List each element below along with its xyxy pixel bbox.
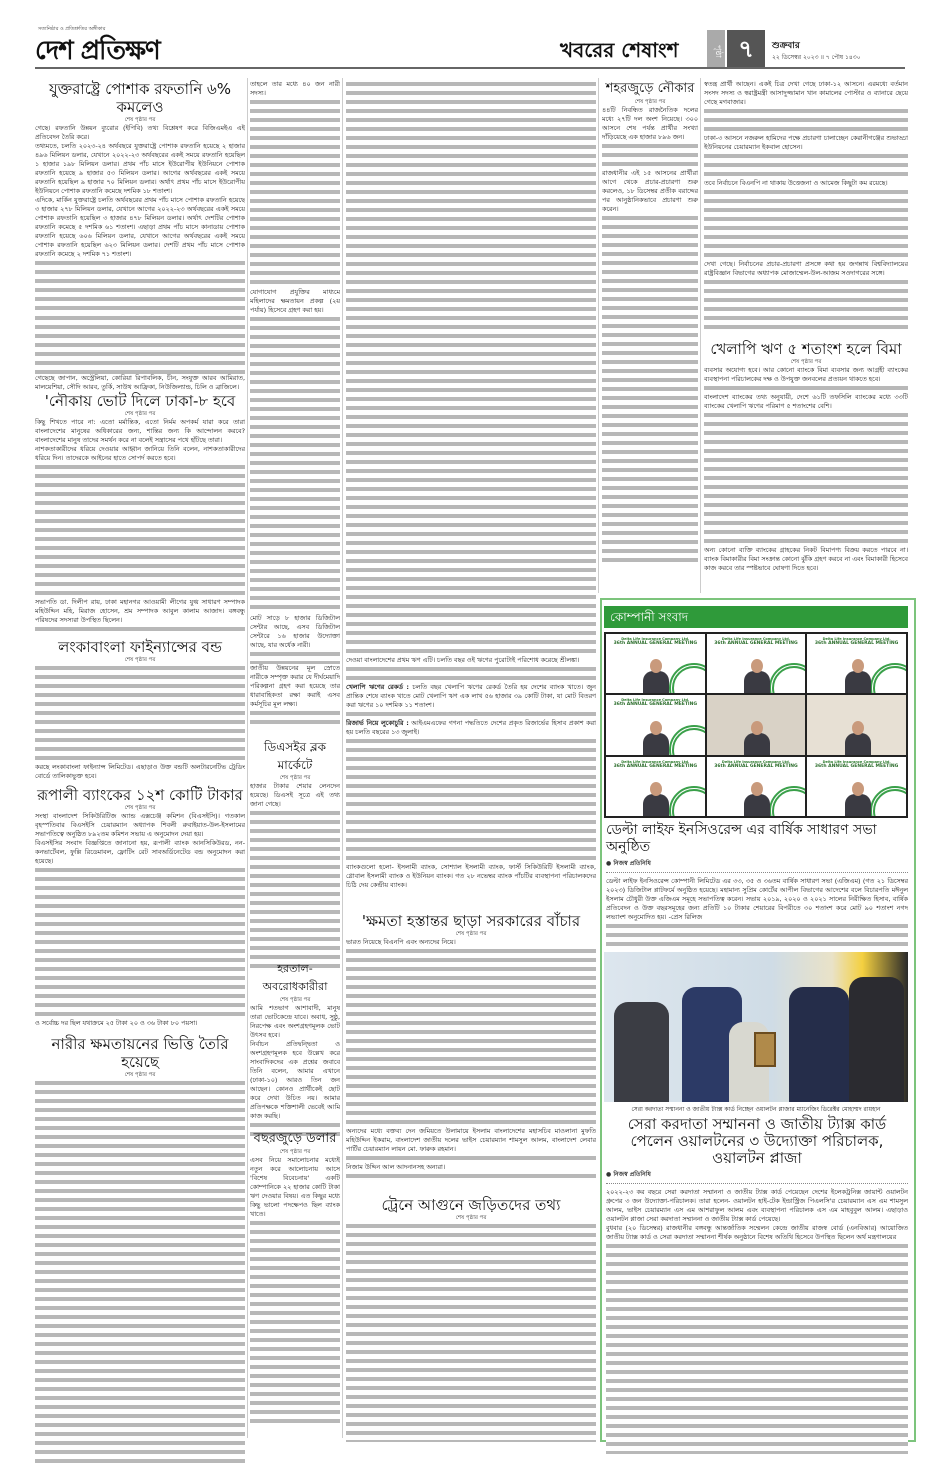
video-tile (807, 757, 906, 816)
subhead: রিজার্ভ নিয়ে লুকোচুরি : (346, 719, 409, 727)
logo-arc (769, 786, 805, 816)
participant (643, 671, 669, 693)
byline: ● নিজস্ব প্রতিনিধি (606, 856, 908, 873)
page-number: ৭ (727, 30, 765, 68)
paragraph: নাশকতাকারীদের ধরিয়ে দেওয়ার আহ্বান জানিয়ে তিনি বলেন, নাশকতাকারীদের ধরিয়ে দিন। তাদেরকে আইনের হাতে সোপর্দ করতে হবে। (35, 445, 245, 462)
participant (845, 794, 871, 816)
participant-head (751, 721, 763, 735)
tile-meeting: 36th ANNUAL GENERAL MEETING (814, 763, 899, 769)
paragraph-text: আইএমএফের গণনা পদ্ধতিতে দেশের প্রকৃত রিজার্ভের হিসাব প্রকাশ করা হয় চলতি বছরের ১৩ জুলাই। (346, 719, 596, 736)
paragraph: ঢাকা-৩ আসনে নজরুল হামিদের পক্ষে প্রচারণা চালাচ্ছেন কেরানীগঞ্জের শুভাড্ডা ইউনিয়নের চেয়ারম্যান ইকবাল হোসেন। (704, 134, 908, 151)
tile-company: Delta Life Insurance Company Ltd. (721, 759, 791, 764)
article-khelapi (704, 340, 908, 573)
article-rupali (35, 786, 245, 1028)
article-dse (250, 738, 340, 971)
article-delta (606, 822, 908, 949)
paragraph: দেওয়া বাংলাদেশের প্রথম ঋণ এটি। চলতি বছর ওই ঋণের পুরোটাই পরিশোধ করেছে শ্রীলঙ্কা। (346, 656, 596, 665)
logo-arc (870, 786, 906, 816)
tile-meeting: 36th ANNUAL GENERAL MEETING (613, 763, 698, 769)
photo-caption: সেরা করদাতা সম্মাননা ও জাতীয় ট্যাক্স কার্ড নিচ্ছেন ওয়ালটন প্লাজার ম্যানেজিং ডিরেক্টর মোহাম্মদ রায়হান (631, 1106, 881, 1113)
continued-label: শেষ পৃষ্ঠার পর (455, 931, 487, 937)
column-divider (598, 78, 599, 593)
paragraph: গেছে। রফতানি উন্নয়ন ব্যুরোর (ইপিবি) তথ্য বিশ্লেষণ করে বিজিএমইএ এই প্রতিবেদন তৈরি করে। (35, 124, 245, 141)
logo-arc (669, 786, 705, 816)
participant-head (852, 782, 864, 796)
participant (643, 733, 669, 755)
paragraph: এসব নিয়ে সমালোচনার মধ্যেই নতুন করে আলোচনায় আসে 'বিশেষ বিবেচনায়' একটি কোম্পানিকে ২২ হাজার কোটি টাকা ঋণ দেওয়ার বিষয়। এত কিছুর মধ্যে কিছু ভালো পদক্ষেপও ছিল ব্যাংক খাতে। (250, 1156, 340, 1218)
continued-label: শেষ পৃষ্ঠার পর (124, 657, 156, 663)
tile-company: Delta Life Insurance Company Ltd. (621, 759, 690, 764)
column-divider (247, 78, 248, 1438)
continued-label: শেষ পৃষ্ঠার পর (455, 1215, 487, 1221)
tile-meeting: 36th ANNUAL GENERAL MEETING (613, 641, 698, 646)
article-nouka (35, 392, 245, 634)
video-tile (707, 634, 806, 693)
headline: রূপালী ব্যাংকের ১২শ কোটি টাকার (37, 786, 243, 804)
paragraph: ডেল্টা লাইফ ইনসিওরেন্স কোম্পানী লিমিটেড এর ৩৩, ৩৫ ও ৩৬তম বার্ষিক সাধারণ সভা (এজিএম) (গত ২১ ডিসেম্বর ২০২৩) ডিজিটাল প্লাটফর্মে অনুষ্ঠিত হয়েছে। মহামান্য সুপ্রিম কোর্টের আপীল বিভাগের আদেশের বলে বিচারপতি মঈনুল ইসলাম চৌধুরী উক্ত এজিএম সমূহে সভাপতিত্ব করেন। সভায় ২০১৯, ২০২০ ও ২০২১ সালের নিরীক্ষিত হিসাব, বার্ষিক প্রতিবেদন ও উক্ত বছরসমূহের জন্য প্রতিটি ১০ টাকার শেয়ারের বিপরীতে ৩০ শতাংশ করে মোট ৯০ শতাংশ নগদ লভ্যাংশ অনুমোদিত হয়। -প্রেস রিলিজ (606, 877, 908, 921)
paragraph: জাতীয় উন্নয়নের মূল স্রোতে নারীকে সম্পৃক্ত করার যে দীর্ঘমেয়াদি পরিকল্পনা গ্রহণ করা হয়েছে তার ধারাবাহিকতা রক্ষা করাই এসব কর্মসূচির মূল লক্ষ্য। (250, 664, 340, 708)
tile-meeting: 36th ANNUAL GENERAL MEETING (613, 702, 698, 708)
participant (744, 671, 770, 693)
paragraph: সংস্থা বাংলাদেশ সিকিউরিটিজ অ্যান্ড এক্সচেঞ্জ কমিশন (বিএসইসি)। গতকাল বৃহস্পতিবার বিএসইসি চেয়ারম্যান অধ্যাপক শিবলী রুবাইয়াত-উল-ইসলামের সভাপতিত্বে অনুষ্ঠিত ৮৯২তম কমিশন সভায় এ অনুমোদন দেয়া হয়। (35, 812, 245, 838)
paragraph: দেখা গেছে। নির্বাচনের প্রচার-প্রচারণা প্রসঙ্গে কথা হয় জগন্নাথ বিশ্ববিদ্যালয়ের রাষ্ট্রবিজ্ঞান বিভাগের অধ্যাপক মোজাম্মেল-উল-আজম সওদাগরের সঙ্গে। (704, 260, 908, 277)
tile-meeting: 36th ANNUAL GENERAL MEETING (814, 641, 899, 646)
article-lankabangla (35, 638, 245, 781)
article-train (346, 1196, 596, 1442)
tile-company: Delta Life Insurance Company Ltd. (822, 759, 891, 764)
paragraph: স্বতন্ত্র প্রার্থী আছেন। একই চিত্র দেখা গেছে ঢাকা-১২ আসনে। এরমধ্যে বর্তমান সংসদ সদস্য ও স্বরাষ্ট্রমন্ত্রী আসাদুজ্জামান খান কামালের পোস্টার ও ব্যানারে ছেয়ে গেছে মগবাজার। (704, 80, 908, 106)
tile-company: Delta Life Insurance Company Ltd. (621, 698, 690, 703)
video-tile (807, 695, 906, 754)
headline: 'নৌকায় ভোট দিলে ঢাকা-৮ হবে (44, 392, 236, 410)
agm-video-grid (604, 632, 908, 818)
column-divider (342, 78, 343, 1438)
paragraph: মোট সাড়ে ৮ হাজার ডিজিটাল সেন্টার আছে, এসব ডিজিটাল সেন্টারে ১৬ হাজার উদ্যোক্তা আছে, যার অর্ধেক নারী। (250, 614, 340, 649)
continued-label: শেষ পৃষ্ঠার পর (279, 1149, 311, 1155)
paragraph: আমি শতভাগ আশাবাদী, মানুষ তারা ভোটকেন্দ্রে যাবে। অবাধ, সুষ্ঠু, নিরপেক্ষ এবং অংশগ্রহণমূলক ভোট উৎসব হবে। (250, 1004, 340, 1039)
logo-arc (870, 663, 906, 693)
headline: ডিএসইর ব্লক মার্কেটে (263, 740, 326, 772)
continued-label: শেষ পৃষ্ঠার পর (124, 805, 156, 811)
article-nari (35, 1035, 245, 1464)
paragraph: অন্য কোনো ব্যক্তি ব্যাংকের গ্রাহকের নিকট বিমাপণ্য বিক্রয় করতে পারবে না। ব্যাংক বিমাকারীর বিমা সংক্রান্ত কোনো ঝুঁকি গ্রহণ করবে না এবং বিমাকারী হিসেবে কাজ করবে তার স্পষ্টভাবে ঘোষণা দিতে হবে। (704, 546, 908, 572)
headline: 'ক্ষমতা হস্তান্তর ছাড়া সরকারের বাঁচার (361, 912, 581, 930)
paragraph: তাহলে তার মধ্যে ৪০ জন নারী সদস্য। (250, 80, 340, 97)
headline: লংকাবাংলা ফাইন্যান্সের বন্ড (58, 638, 222, 656)
paragraph: কিছু শিখতে পারে না: এতো মর্মান্তিক, এতো নির্মম অপকর্ম যারা করে তারা বাংলাদেশের মানুষের অধিকারের জন্য, শান্তির জন্য কি আন্দোলন করবে? বাংলাদেশের মানুষ তাদের সমর্থন করে না বলেই সন্ত্রাসের পথে হাঁটছে তারা। (35, 418, 245, 444)
paragraph: হাজার টাকার শেয়ার লেনদেন হয়েছে। ডিএসই সূত্রে এই তথ্য জানা গেছে। (250, 782, 340, 808)
participant-head (852, 721, 864, 735)
issue-day: শুক্রবার (772, 41, 800, 51)
video-tile (606, 695, 705, 754)
headline: বছরজুড়ে ডলার (253, 1131, 337, 1146)
participant (845, 733, 871, 755)
paragraph: ৪৪টি নিবন্ধিত রাজনৈতিক দলের মধ্যে ২৭টি দল অংশ নিয়েছে। ৩০০ আসনে শেষ পর্যন্ত প্রার্থীর সংখ্যা দাঁড়িয়েছে এক হাজার ৮৯৬ জন। (602, 106, 698, 141)
paragraph: গেছেছে জাপান, অস্ট্রেলিয়া, কোরিয়া রিপাবলিক, চীন, সংযুক্ত আরব আমিরাত, মালয়েশিয়া, সৌদি আরব, তুর্কি, সাউথ আফ্রিকা, নিউজিল্যান্ড, চিলি ও ব্রাজিলে। (35, 374, 245, 391)
paragraph: ২০২২-২৩ কর বছরে সেরা করদাতা সম্মাননা ও জাতীয় ট্যাক্স কার্ড পেয়েছেন দেশের ইলেকট্রনিক্স জায়ান্ট ওয়ালটন গ্রুপের ৩ জন উদ্যোক্তা-পরিচালক। তারা হলেন- ওয়ালটন হাই-টেক ইন্ডাস্ট্রিজ পিএলসি'র চেয়ারম্যান এস এম শামসুল আলম, ভাইস চেয়ারম্যান এস এম আশরাফুল আলম এবং ব্যবস্থাপনা পরিচালক এস এম মাহবুবুল আলম। এছাড়াও ওয়ালটন প্লাজা সেরা করদাতা সম্মাননা ও জাতীয় ট্যাক্স কার্ড পেয়েছে। (606, 1188, 908, 1223)
participant (845, 671, 871, 693)
paragraph (346, 719, 596, 737)
paragraph: করছে লংকাবাংলা ফাইন্যান্স লিমিটেড। এছাড়াও উক্ত বন্ডটি অলটারনেটিভ ট্রেডিং বোর্ডে তালিকাভুক্ত হবে। (35, 763, 245, 780)
paragraph: যোগাযোগ প্রযুক্তির মাধ্যমে মহিলাদের ক্ষমতায়ন প্রকল্প (২য় পর্যায়) হিসেবে গ্রহণ করা হয়। (250, 288, 340, 314)
headline: ট্রেনে আগুনে জড়িতদের তথ্য (381, 1196, 561, 1214)
headline: যুক্তরাষ্ট্রে পোশাক রফতানি ৬% কমলেও (48, 80, 232, 116)
article-hartal (250, 960, 340, 1139)
paragraph: বাংলাদেশ ব্যাংকের তথ্য অনুযায়ী, দেশে ৬১টি তফসিলি ব্যাংকের মধ্যে ৩৩টি ব্যাংকের খেলাপি ঋণের পরিমাণ ৫ শতাংশের বেশি। (704, 393, 908, 410)
article-shohor-continued (704, 80, 908, 332)
paragraph: তথ্যমতে, চলতি ২০২৩-২৪ অর্থবছরে যুক্তরাষ্ট্রে পোশাক রফতানি হয়েছে ২ হাজার ৪৯৬ মিলিয়ন ডলার, যেখানে ২০২২-২৩ অর্থবছরের একই সময়ে রফতানি হয়েছিল ১ হাজার ১৯৮ মিলিয়ন ডলার। প্রথম পাঁচ মাসে ইউরোপীয় ইউনিয়নে পোশাক রফতানি হয়েছে ৯ হাজার ৫৩ মিলিয়ন ডলার। আগের অর্থবছরের একই সময়ে রফতানি হয়েছিল ৯ হাজার ৭০ মিলিয়ন ডলার। অর্থাৎ প্রথম পাঁচ মাসে ইউরোপীয় ইউনিয়নে পোশাক রফতানি কমেছে দশমিক ১৮ শতাংশ। (35, 142, 245, 195)
headline: ডেল্টা লাইফ ইনসিওরেন্স এর বার্ষিক সাধারণ সভা অনুষ্ঠিত (606, 822, 877, 855)
video-tile (606, 634, 705, 693)
tile-company: Delta Life Insurance Company Ltd. (721, 637, 791, 641)
paragraph: ব্যবসার অযোগ্য হবে। আর কোনো ব্যাংকে বিমা ব্যবসার জন্য আগ্রহী ব্যাংকের ব্যবস্থাপনা পরিচালকের দক্ষ ও উপযুক্ত জনবলের প্রত্যয়ন থাকতে হবে। (704, 366, 908, 383)
continued-label: শেষ পৃষ্ঠার পর (124, 117, 156, 123)
paragraph: ভারত নিয়েছে বিএনপি এবং অন্যদের নিয়ে। (346, 938, 596, 947)
subhead: খেলাপি ঋণের রেকর্ড : (346, 683, 409, 691)
video-tile (707, 757, 806, 816)
paragraph (346, 683, 596, 710)
paragraph-text: চলতি বছর খেলাপি ঋণের রেকর্ড তৈরি হয় দেশের ব্যাংক খাতে। জুন প্রান্তিক শেষে ব্যাংক খাতে মোট খেলাপি ঋণ এক লাখ ৫৬ হাজার ৩৯ কোটি টাকা, যা মোট বিতরণ করা ঋণের ১০ দশমিক ১১ শতাংশ। (346, 683, 596, 709)
article-dollar-continued (346, 80, 596, 890)
article-walton (606, 1116, 908, 1454)
paragraph: রাজধানীর এই ১৫ আসনের প্রার্থীরা আগে থেকে প্রচার-প্রচারণা শুরু করলেও, ১৮ ডিসেম্বর প্রতীক বরাদ্দের পর আনুষ্ঠানিকভাবে প্রচারণা শুরু করেন। (602, 169, 698, 213)
masthead-tagline: সত্যনিষ্ঠার ও প্রতিশ্রুতির অঙ্গীকার (38, 26, 106, 32)
headline: খেলাপি ঋণ ৫ শতাংশ হলে বিমা (710, 340, 902, 358)
company-news-title: কোম্পানী সংবাদ (604, 606, 908, 628)
headline: সেরা করদাতা সম্মাননা ও জাতীয় ট্যাক্স কার্ড পেলেন ওয়ালটনের ৩ উদ্যোক্তা পরিচালক, ওয়ালটন প্লাজা (627, 1115, 887, 1167)
article-dollar (250, 1130, 340, 1426)
byline-text: নিজস্ব প্রতিনিধি (613, 860, 651, 867)
video-tile (707, 695, 806, 754)
section-title: খবরের শেষাংশ (560, 38, 679, 62)
logo-arc (769, 663, 805, 693)
byline: ● নিজস্ব প্রতিনিধি (606, 1167, 908, 1184)
article-khomota (346, 912, 596, 1181)
paragraph: বিএসইসির সংবাদ বিজ্ঞপ্তিতে জানানো হয়, রূপালী ব্যাংক আনসিকিউরড, নন-কনভার্টেবল, ফুল্লি রিডেমাবল, ফ্লোটিং রেট সাবঅর্ডিনেটেড বন্ড অনুমোদন করা হয়েছে। (35, 839, 245, 865)
video-tile (807, 634, 906, 693)
newspaper-logo: দেশ প্রতিক্ষণ (35, 36, 160, 66)
paragraph: নিজাম উদ্দিন আল আদনানসহ অন্যরা। (346, 1163, 596, 1172)
continued-label: শেষ পৃষ্ঠার পর (634, 99, 666, 105)
paragraph: তবে নির্বাচনে বিএনপি না থাকায় উত্তেজনা ও আমেজ কিছুটা কম রয়েছে। (704, 179, 908, 188)
issue-date: ২২ ডিসেম্বর ২০২৩ ॥ ৭ পৌষ ১৪৩০ (772, 54, 861, 61)
tile-meeting: 36th ANNUAL GENERAL MEETING (714, 763, 798, 769)
continued-label: শেষ পৃষ্ঠার পর (124, 411, 156, 417)
article-garments (35, 80, 245, 392)
article-shohor (602, 80, 698, 565)
award-plaque (754, 1032, 776, 1067)
paragraph: ব্যাংকগুলো হলো- ইসলামী ব্যাংক, সোশ্যাল ইসলামী ব্যাংক, ফার্স্ট সিকিউরিটি ইসলামী ব্যাংক, গ্লোবাল ইসলামী ব্যাংক ও ইউনিয়ন ব্যাংক। গত ২৮ নভেম্বর ব্যাংক পাঁচটির ব্যবস্থাপনা পরিচালকদের চিঠি দেয় কেন্দ্রীয় ব্যাংক। (346, 863, 596, 889)
headline: শহরজুড়ে নৌকার (605, 81, 695, 96)
continued-label: শেষ পৃষ্ঠার পর (279, 997, 311, 1003)
page-label: পৃষ্ঠা (707, 30, 725, 68)
participant (744, 794, 770, 816)
continued-label: শেষ পৃষ্ঠার পর (279, 775, 311, 781)
tile-company: Delta Life Insurance Company Ltd. (621, 637, 690, 641)
paragraph: নির্বাচন প্রতিদ্বন্দ্বিতা ও অংশগ্রহণমূলক হবে উল্লেখ করে সাংবাদিকদের এক প্রশ্নের জবাবে তিনি বলেন, আমার এখানে (ঢাকা-১০) আরও তিন জন আছেন। কোনও প্রার্থীকেই ছোট করে দেখা উচিত নয়। আমার প্রতিপক্ষকে শক্তিশালী ভেবেই আমি কাজ করছি। (250, 1040, 340, 1120)
masthead-rule (35, 67, 905, 69)
byline-text: নিজস্ব প্রতিনিধি (613, 1171, 651, 1178)
paragraph: অন্যদের মধ্যে বক্তব্য দেন জমিয়তে উলামায়ে ইসলাম বাংলাদেশের মহাসচিব মাওলানা মুফতি মহিউদ্দিন ইকরাম, বাংলাদেশ জাতীয় দলের ভাইস চেয়ারম্যান শামসুল আলম, বাংলাদেশ লেবার পার্টির চেয়ারম্যান লায়ন মো. ফারুক রহমান। (346, 1127, 596, 1153)
continued-label: শেষ পৃষ্ঠার পর (124, 1072, 156, 1078)
paragraph: এদিকে, মার্কিন যুক্তরাষ্ট্রে চলতি অর্থবছরের প্রথম পাঁচ মাসে পোশাক রফতানি হয়েছে ৩ হাজার ২৭৮ মিলিয়ন ডলার, যেখানে আগের ২০২২-২৩ অর্থবছরের একই সময়ে পোশাক রফতানি হয়েছিল ৩ হাজার ৪৭৮ মিলিয়ন ডলার। অর্থাৎ দেশটির পোশাক রফতানি কমেছে ৫ দশমিক ৬১ শতাংশ। এছাড়া প্রথম পাঁচ মাসে কানাডায় পোশাক রফতানি হয়েছে ৬০৬ মিলিয়ন ডলার, যেখানে আগের অর্থবছরের একই সময়ে পোশাক রফতানি হয়েছিল ৬২৩ মিলিয়ন ডলার। দেশটি প্রথম পাঁচ মাসে পোশাক রফতানি কমেছে ২ দশমিক ৭১ শতাংশ। (35, 196, 245, 258)
award-photo (604, 952, 908, 1102)
participant (744, 733, 770, 755)
tile-meeting: 36th ANNUAL GENERAL MEETING (714, 641, 798, 646)
paragraph: বুধবার (২০ ডিসেম্বর) রাজধানীর বঙ্গবন্ধু আন্তর্জাতিক সম্মেলন কেন্দ্রে জাতীয় রাজস্ব বোর্ড (এনবিআর) আয়োজিত জাতীয় ট্যাক্স কার্ড ও সেরা করদাতা সম্মাননা শীর্ষক অনুষ্ঠানে বিশেষ অতিথি হিসেবে উপস্থিত ছিলেন অর্থ মন্ত্রণালয়ের (606, 1224, 908, 1241)
column-divider (700, 78, 701, 593)
article-nari-continued (250, 80, 340, 727)
headline: নারীর ক্ষমতায়নের ভিত্তি তৈরি হয়েছে (51, 1035, 229, 1071)
video-tile (606, 757, 705, 816)
paragraph: সভাপতি ডা. দিলীপ রায়, ঢাকা মহানগর আওয়ামী লীগের যুগ্ম সাধারণ সম্পাদক মহিউদ্দিন মহি, মিরাজ হোসেন, শ্রম সম্পাদক আবুল কালাম আজাদ। বঙ্গবন্ধু পরিষদের সদস্যরা উপস্থিত ছিলেন। (35, 598, 245, 624)
tile-company: Delta Life Insurance Company Ltd. (822, 637, 891, 641)
headline: হরতাল-অবরোধকারীরা (262, 962, 328, 993)
logo-arc (669, 663, 705, 693)
paragraph: ও সর্বোচ্চ দর ছিল যথাক্রমে ২৫ টাকা ২০ ও ৩৬ টাকা ৮০ পয়সা। (35, 1019, 245, 1028)
logo-arc (669, 725, 705, 755)
participant (643, 794, 669, 816)
continued-label: শেষ পৃষ্ঠার পর (790, 359, 822, 365)
